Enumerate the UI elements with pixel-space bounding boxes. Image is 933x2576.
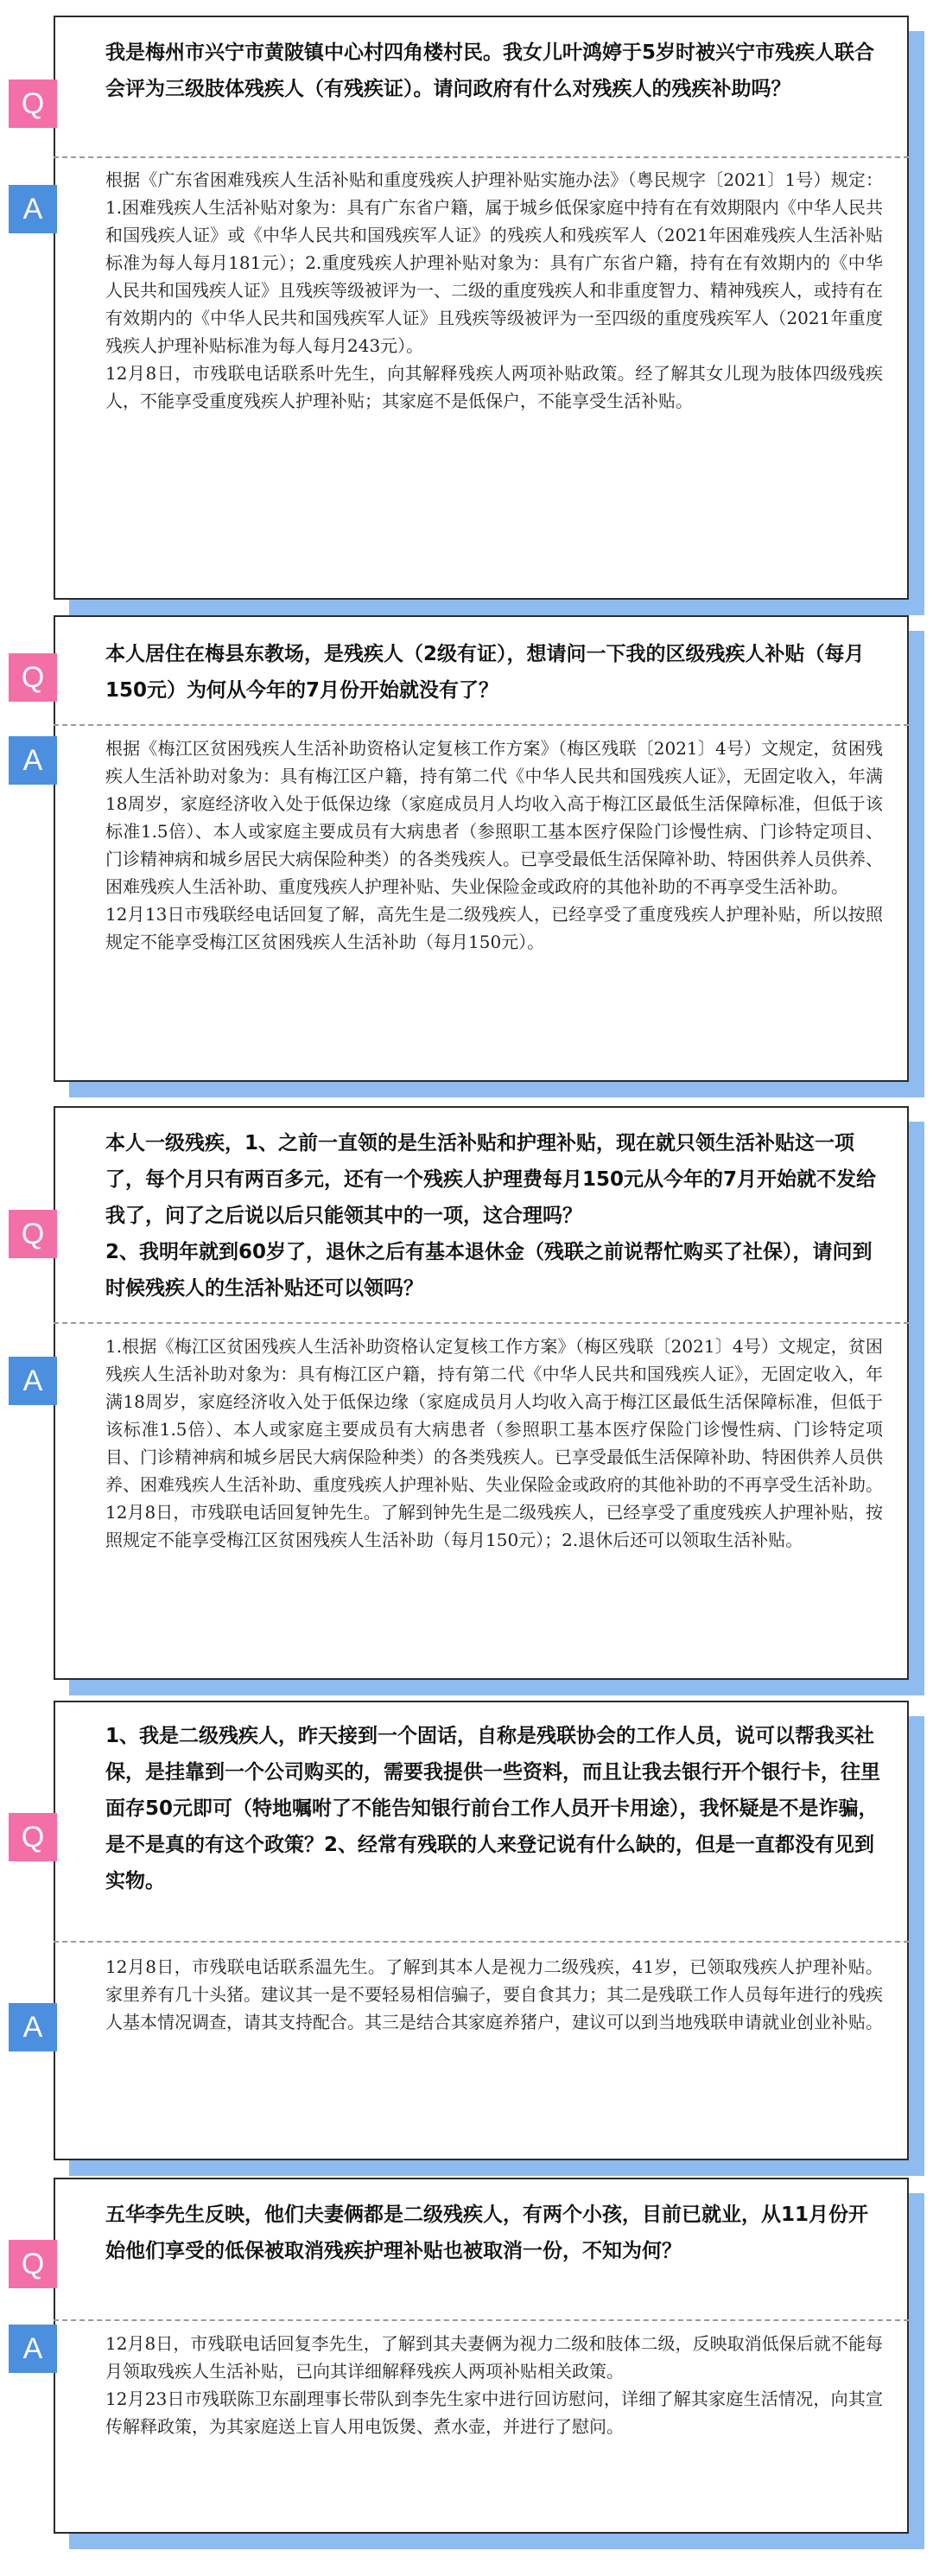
answer-badge: A (9, 2003, 57, 2051)
qa-divider (54, 156, 909, 158)
qa-divider (54, 1941, 909, 1943)
answer-paragraph: 12月8日，市残联电话联系叶先生，向其解释残疾人两项补贴政策。经了解其女儿现为肢体四级残疾人，不能享受重度残疾人护理补贴；其家庭不是低保户，不能享受生活补贴。 (105, 363, 883, 411)
answer-paragraph: 12月23日市残联陈卫东副理事长带队到李先生家中进行回访慰问，详细了解其家庭生活情况，向其宣传解释政策，为其家庭送上盲人用电饭煲、煮水壶，并进行了慰问。 (105, 2388, 883, 2437)
answer-paragraph: 12月8日，市残联电话回复钟先生。了解到钟先生是二级残疾人，已经享受了重度残疾人护理补贴，按照规定不能享受梅江区贫困残疾人生活补助（每月150元）；2.退休后还可以领取生活补贴。 (105, 1502, 883, 1550)
question-badge: Q (9, 2240, 57, 2288)
qa-divider (54, 724, 909, 726)
answer-text (105, 735, 883, 956)
qa-divider (54, 2319, 909, 2321)
question-text: 本人一级残疾，1、之前一直领的是生活补贴和护理补贴，现在就只领生活补贴这一项了，每个月只有两百多元，还有一个残疾人护理费每月150元从今年的7月开始就不发给我了，问了之后说以后只能领其中的一项，这合理吗？ 2、我明年就到60岁了，退休之后有基本退休金（残联之前说帮忙购买了社保），请问到时候残疾人的生活补贴还可以领吗？ (105, 1132, 877, 1300)
answer-badge: A (9, 1357, 57, 1405)
question-text: 本人居住在梅县东教场，是残疾人（2级有证），想请问一下我的区级残疾人补贴（每月150元）为何从今年的7月份开始就没有了？ (105, 643, 865, 702)
answer-text (105, 1333, 883, 1554)
answer-badge: A (9, 2325, 57, 2373)
qa-card-5 (21, 2178, 909, 2534)
answer-text (105, 166, 883, 415)
question-text: 我是梅州市兴宁市黄陂镇中心村四角楼村民。我女儿叶鸿婷于5岁时被兴宁市残疾人联合会评为三级肢体残疾人（有残疾证）。请问政府有什么对残疾人的残疾补助吗？ (105, 41, 875, 100)
qa-card-1 (21, 16, 909, 600)
question-badge: Q (9, 1210, 57, 1258)
answer-paragraph: 根据《梅江区贫困残疾人生活补助资格认定复核工作方案》（梅区残联〔2021〕4号）文规定，贫困残疾人生活补助对象为：具有梅江区户籍，持有第二代《中华人民共和国残疾人证》，无固定收入，年满18周岁，家庭经济收入处于低保边缘（家庭成员月人均收入高于梅江区最低生活保障标准，但低于该标准1.5倍）、本人或家庭主要成员有大病患者（参照职工基本医疗保险门诊慢性病、门诊特定项目、门诊精神病和城乡居民大病保险种类）的各类残疾人。已享受最低生活保障补助、特困供养人员供养、困难残疾人生活补助、重度残疾人护理补贴、失业保险金或政府的其他补助的不再享受生活补助。 (105, 738, 883, 897)
question-badge: Q (9, 1813, 57, 1861)
answer-text (105, 2330, 883, 2440)
answer-paragraph: 12月8日，市残联电话联系温先生。了解到其本人是视力二级残疾，41岁，已领取残疾人护理补贴。家里养有几十头猪。建议其一是不要轻易相信骗子，要自食其力；其二是残联工作人员每年进行的残疾人基本情况调查，请其支持配合。其三是结合其家庭养猪户，建议可以到当地残联申请就业创业补贴。 (105, 1956, 883, 2032)
answer-badge: A (9, 185, 57, 233)
answer-paragraph: 12月13日市残联经电话回复了解，高先生是二级残疾人，已经享受了重度残疾人护理补贴，所以按照规定不能享受梅江区贫困残疾人生活补助（每月150元）。 (105, 904, 883, 952)
question-badge: Q (9, 80, 57, 128)
qa-divider (54, 1322, 909, 1324)
answer-paragraph: 1.根据《梅江区贫困残疾人生活补助资格认定复核工作方案》（梅区残联〔2021〕4号）文规定，贫困残疾人生活补助对象为：具有梅江区户籍，持有第二代《中华人民共和国残疾人证》，无固定收入，年满18周岁，家庭经济收入处于低保边缘（家庭成员月人均收入高于梅江区最低生活保障标准，但低于该标准1.5倍）、本人或家庭主要成员有大病患者（参照职工基本医疗保险门诊慢性病、门诊特定项目、门诊精神病和城乡居民大病保险种类）的各类残疾人。已享受最低生活保障补助、特困供养人员供养、困难残疾人生活补助、重度残疾人护理补贴、失业保险金或政府的其他补助的不再享受生活补助。 (105, 1336, 883, 1495)
answer-paragraph: 12月8日，市残联电话回复李先生，了解到其夫妻俩为视力二级和肢体二级，反映取消低保后就不能每月领取残疾人生活补贴，已向其详细解释残疾人两项补贴相关政策。 (105, 2333, 883, 2382)
question-badge: Q (9, 653, 57, 702)
qa-card-4 (21, 1701, 909, 2160)
answer-paragraph: 根据《广东省困难残疾人生活补贴和重度残疾人护理补贴实施办法》（粤民规字〔2021〕1号）规定：1.困难残疾人生活补贴对象为：具有广东省户籍，属于城乡低保家庭中持有在有效期限内《中华人民共和国残疾人证》或《中华人民共和国残疾军人证》的残疾人和残疾军人（2021年困难残疾人生活补贴标准为每人每月181元）；2.重度残疾人护理补贴对象为：具有广东省户籍，持有在有效期内的《中华人民共和国残疾人证》且残疾等级被评为一、二级的重度残疾人和非重度智力、精神残疾人，或持有在有效期内的《中华人民共和国残疾军人证》且残疾等级被评为一至四级的重度残疾军人（2021年重度残疾人护理补贴标准为每人每月243元）。 (105, 169, 883, 356)
answer-text (105, 1953, 883, 2036)
answer-badge: A (9, 736, 57, 785)
qa-card-3 (21, 1106, 909, 1680)
question-text: 五华李先生反映，他们夫妻俩都是二级残疾人，有两个小孩，目前已就业，从11月份开始他们享受的低保被取消残疾护理补贴也被取消一份，不知为何？ (105, 2204, 869, 2262)
question-text: 1、我是二级残疾人，昨天接到一个固话，自称是残联协会的工作人员，说可以帮我买社保，是挂靠到一个公司购买的，需要我提供一些资料，而且让我去银行开个银行卡，往里面存50元即可（特地嘱咐了不能告知银行前台工作人员开卡用途），我怀疑是不是诈骗，是不是真的有这个政策？2、经常有残联的人来登记说有什么缺的，但是一直都没有见到实物。 (105, 1725, 880, 1892)
qa-card-2 (21, 615, 909, 1082)
